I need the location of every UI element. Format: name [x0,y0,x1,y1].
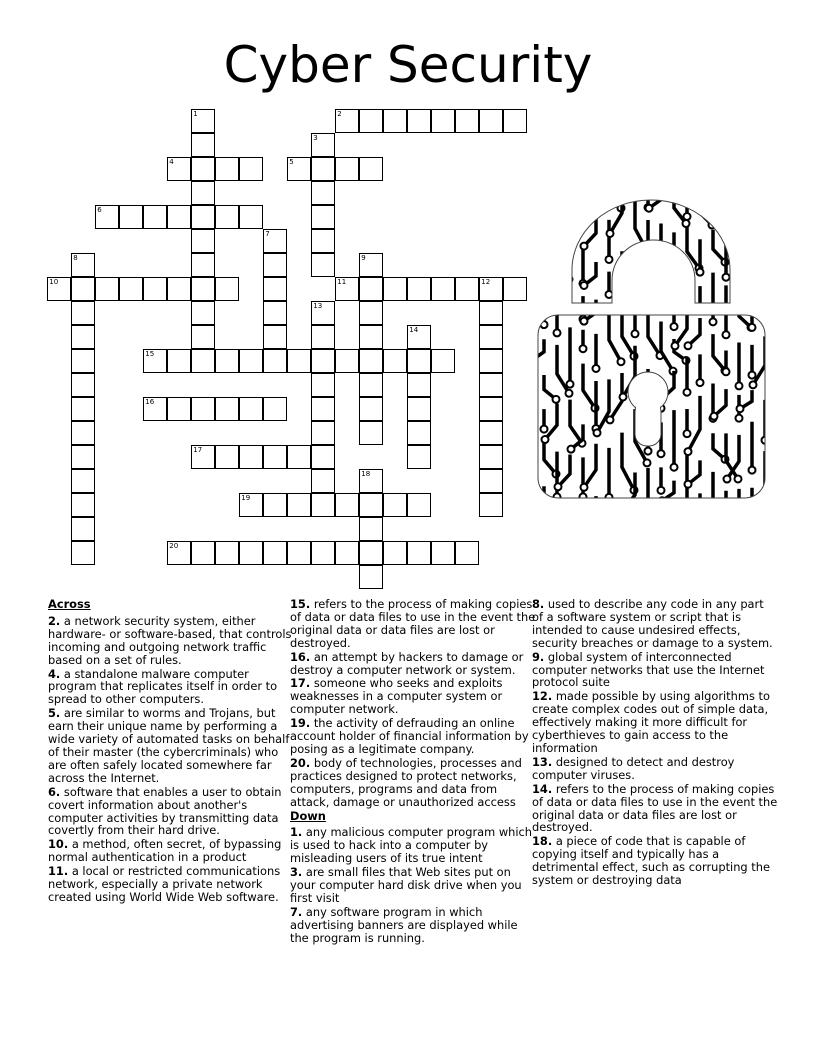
grid-cell[interactable] [71,445,95,469]
grid-cell[interactable] [215,157,239,181]
clue-number: 7 [265,230,270,239]
grid-cell[interactable] [167,397,191,421]
clue-num: 10. [48,837,69,852]
clue-text: any software program in which advertising banners are displayed while the program is running. [290,904,518,945]
grid-cell[interactable] [287,445,311,469]
padlock-circuit-icon [530,195,775,505]
grid-cell[interactable] [143,205,167,229]
clues-column-3 [532,598,778,888]
clue-item [290,598,536,650]
grid-cell[interactable] [479,445,503,469]
grid-cell[interactable] [407,445,431,469]
grid-cell[interactable] [311,301,335,325]
grid-cell[interactable] [479,397,503,421]
grid-cell[interactable] [311,181,335,205]
grid-cell[interactable] [455,541,479,565]
grid-cell[interactable] [311,349,335,373]
grid-cell[interactable] [263,397,287,421]
grid-cell[interactable] [263,493,287,517]
grid-cell[interactable] [215,205,239,229]
grid-cell[interactable] [311,397,335,421]
grid-cell[interactable] [479,277,503,301]
grid-cell[interactable] [359,469,383,493]
grid-cell[interactable] [95,277,119,301]
clue-num: 8. [532,597,545,611]
grid-cell[interactable] [311,493,335,517]
clue-item [290,866,536,905]
grid-cell[interactable] [263,301,287,325]
clue-number: 16 [145,398,155,407]
grid-cell[interactable] [191,445,215,469]
grid-cell[interactable] [239,157,263,181]
grid-cell[interactable] [191,277,215,301]
clue-number: 3 [313,134,318,143]
grid-cell[interactable] [431,541,455,565]
clue-text: made possible by using algorithms to create complex codes out of simple data, effectively making it more difficult for cyberthieves to gain access to the information [532,689,770,755]
across-heading: Across [48,597,91,611]
clue-text: a network security system, either hardware- or software-based, that controls incoming and outgoing network traffic based on a set of rules. [48,613,292,667]
grid-cell[interactable] [215,445,239,469]
grid-cell[interactable] [359,565,383,589]
grid-cell[interactable] [71,421,95,445]
clue-text: software that enables a user to obtain covert information about another's computer activities by transmitting data covertly from their hard drive. [48,784,282,838]
grid-cell[interactable] [431,349,455,373]
clue-text: any malicious computer program which is used to hack into a computer by misleading users of its true intent [290,825,533,866]
clue-number: 17 [193,446,203,455]
clue-text: a piece of code that is capable of copying itself and typically has a detrimental effect, such as corrupting the system or destroying data [532,834,770,888]
grid-cell[interactable] [455,109,479,133]
grid-cell[interactable] [383,493,407,517]
grid-cell[interactable] [479,493,503,517]
grid-cell[interactable] [263,229,287,253]
grid-cell[interactable] [359,541,383,565]
grid-cell[interactable] [71,325,95,349]
clue-item [48,838,294,864]
grid-cell[interactable] [503,277,527,301]
grid-cell[interactable] [407,349,431,373]
grid-cell[interactable] [335,349,359,373]
grid-cell[interactable] [287,349,311,373]
clue-num: 18. [532,834,553,849]
grid-cell[interactable] [167,277,191,301]
grid-cell[interactable] [455,277,479,301]
clue-text: an attempt by hackers to damage or destroy a computer network or system. [290,649,524,677]
grid-cell[interactable] [263,349,287,373]
clue-item [290,757,536,809]
clue-number: 12 [481,278,491,287]
grid-cell[interactable] [311,205,335,229]
grid-cell[interactable] [359,397,383,421]
grid-cell[interactable] [383,109,407,133]
clue-text: designed to detect and destroy computer viruses. [532,754,735,782]
clue-number: 19 [241,494,251,503]
grid-cell[interactable] [359,493,383,517]
grid-cell[interactable] [359,301,383,325]
clue-item [48,865,294,904]
grid-cell[interactable] [311,325,335,349]
grid-cell[interactable] [359,253,383,277]
grid-cell[interactable] [335,109,359,133]
clue-num: 6. [48,784,61,799]
grid-cell[interactable] [407,277,431,301]
grid-cell[interactable] [191,397,215,421]
grid-cell[interactable] [167,541,191,565]
grid-cell[interactable] [359,157,383,181]
clue-number: 14 [409,326,419,335]
grid-cell[interactable] [71,253,95,277]
grid-cell[interactable] [407,541,431,565]
clue-num: 11. [48,864,69,879]
clue-text: refers to the process of making copies of data or data files to use in the event the original data or data files are lost or destroyed. [532,781,778,835]
grid-cell[interactable] [287,541,311,565]
grid-cell[interactable] [479,373,503,397]
grid-cell[interactable] [287,493,311,517]
clues-column-1 [48,598,294,905]
grid-cell[interactable] [71,349,95,373]
grid-cell[interactable] [311,253,335,277]
clue-num: 20. [290,755,311,770]
grid-cell[interactable] [479,421,503,445]
crossword-grid [48,110,548,600]
grid-cell[interactable] [191,253,215,277]
grid-cell[interactable] [191,229,215,253]
grid-cell[interactable] [191,181,215,205]
clue-item [290,906,536,945]
grid-cell[interactable] [479,109,503,133]
clue-text: the activity of defrauding an online account holder of financial information by posing as a legitimate company. [290,716,529,756]
grid-cell[interactable] [359,517,383,541]
grid-cell[interactable] [239,493,263,517]
grid-cell[interactable] [383,541,407,565]
grid-cell[interactable] [359,349,383,373]
grid-cell[interactable] [335,493,359,517]
clue-num: 2. [48,613,61,628]
grid-cell[interactable] [191,301,215,325]
grid-cell[interactable] [167,349,191,373]
grid-cell[interactable] [71,397,95,421]
grid-cell[interactable] [239,541,263,565]
grid-cell[interactable] [479,349,503,373]
grid-cell[interactable] [191,541,215,565]
clue-item [532,651,778,690]
clue-num: 13. [532,754,553,769]
grid-cell[interactable] [383,277,407,301]
grid-cell[interactable] [407,109,431,133]
grid-cell[interactable] [359,373,383,397]
clue-text: used to describe any code in any part of a software system or script that is intended to cause undesired effects, security breaches or damage to a system. [532,597,773,650]
clue-text: a method, often secret, of bypassing normal authentication in a product [48,837,282,865]
grid-cell[interactable] [47,277,71,301]
grid-cell[interactable] [407,373,431,397]
grid-cell[interactable] [215,397,239,421]
clue-number: 9 [361,254,366,263]
grid-cell[interactable] [359,109,383,133]
grid-cell[interactable] [311,421,335,445]
grid-cell[interactable] [311,541,335,565]
clue-item [290,651,536,677]
grid-cell[interactable] [479,325,503,349]
grid-cell[interactable] [479,469,503,493]
clue-num: 19. [290,716,311,731]
clue-text: global system of interconnected computer networks that use the Internet protocol suite [532,649,765,690]
clue-item [290,717,536,756]
clue-item [532,756,778,782]
clue-item [532,783,778,835]
grid-cell[interactable] [143,349,167,373]
grid-cell[interactable] [191,157,215,181]
grid-cell[interactable] [335,277,359,301]
grid-cell[interactable] [191,205,215,229]
grid-cell[interactable] [119,205,143,229]
clue-number: 13 [313,302,323,311]
grid-cell[interactable] [335,157,359,181]
grid-cell[interactable] [167,157,191,181]
grid-cell[interactable] [431,277,455,301]
grid-cell[interactable] [95,205,119,229]
clue-text: are similar to worms and Trojans, but earn their unique name by performing a wide variety of automated tasks on behalf of their master (the cybercriminals) who are often safely located somewhere far across the Internet. [48,706,290,785]
grid-cell[interactable] [359,421,383,445]
clue-number: 5 [289,158,294,167]
clue-item [290,677,536,716]
grid-cell[interactable] [215,541,239,565]
grid-cell[interactable] [239,205,263,229]
clue-number: 2 [337,110,342,119]
grid-cell[interactable] [311,157,335,181]
clue-number: 20 [169,542,179,551]
clue-number: 4 [169,158,174,167]
grid-cell[interactable] [215,277,239,301]
clue-number: 8 [73,254,78,263]
grid-cell[interactable] [71,493,95,517]
clue-num: 7. [290,904,303,919]
clue-text: a local or restricted communications network, especially a private network created using World Wide Web software. [48,864,281,904]
clue-number: 15 [145,350,155,359]
grid-cell[interactable] [407,493,431,517]
grid-cell[interactable] [479,301,503,325]
grid-cell[interactable] [239,349,263,373]
grid-cell[interactable] [263,325,287,349]
grid-cell[interactable] [143,277,167,301]
clue-num: 9. [532,649,545,664]
clue-num: 16. [290,649,311,664]
grid-cell[interactable] [71,373,95,397]
grid-cell[interactable] [167,205,191,229]
clue-num: 3. [290,865,303,880]
clue-text: a standalone malware computer program that replicates itself in order to spread to other computers. [48,666,278,707]
grid-cell[interactable] [239,397,263,421]
grid-cell[interactable] [71,277,95,301]
grid-cell[interactable] [407,397,431,421]
grid-cell[interactable] [71,517,95,541]
clue-text: refers to the process of making copies of data or data files to use in the event the original data or data files are lost or destroyed. [290,597,536,650]
clue-num: 15. [290,597,311,611]
grid-cell[interactable] [191,109,215,133]
clue-item [532,690,778,755]
grid-cell[interactable] [407,325,431,349]
clue-text: body of technologies, processes and practices designed to protect networks, computers, programs and data from attack, damage or unauthorized access [290,755,522,809]
clue-item [48,668,294,707]
clue-item [48,707,294,784]
grid-cell[interactable] [311,229,335,253]
grid-cell[interactable] [335,541,359,565]
clue-item [48,615,294,667]
clue-number: 6 [97,206,102,215]
grid-cell[interactable] [143,397,167,421]
grid-cell[interactable] [383,349,407,373]
clue-item [48,786,294,838]
grid-cell[interactable] [503,109,527,133]
clues-column-2 [290,598,536,946]
grid-cell[interactable] [311,445,335,469]
grid-cell[interactable] [71,541,95,565]
clue-item [532,835,778,887]
grid-cell[interactable] [191,349,215,373]
clue-item [532,598,778,650]
clue-number: 18 [361,470,371,479]
clue-text: someone who seeks and exploits weaknesses in a computer system or computer network. [290,676,503,717]
grid-cell[interactable] [359,277,383,301]
down-heading: Down [290,808,326,823]
grid-cell[interactable] [215,349,239,373]
clue-num: 12. [532,689,553,704]
grid-cell[interactable] [191,325,215,349]
clue-text: are small files that Web sites put on your computer hard disk drive when you first visit [290,865,522,905]
clue-number: 1 [193,110,198,119]
grid-cell[interactable] [311,469,335,493]
clue-num: 4. [48,666,61,681]
grid-cell[interactable] [263,277,287,301]
grid-cell[interactable] [119,277,143,301]
grid-cell[interactable] [287,157,311,181]
grid-cell[interactable] [311,373,335,397]
clue-item [290,826,536,865]
clue-number: 10 [49,278,59,287]
grid-cell[interactable] [71,301,95,325]
grid-cell[interactable] [359,325,383,349]
clue-num: 14. [532,781,553,796]
grid-cell[interactable] [263,445,287,469]
grid-cell[interactable] [263,253,287,277]
grid-cell[interactable] [263,541,287,565]
grid-cell[interactable] [431,109,455,133]
grid-cell[interactable] [311,133,335,157]
grid-cell[interactable] [191,133,215,157]
clue-number: 11 [337,278,347,287]
clue-num: 1. [290,825,303,840]
clue-num: 5. [48,706,61,721]
grid-cell[interactable] [71,469,95,493]
page-title: Cyber Security [223,36,593,94]
clue-num: 17. [290,676,311,691]
grid-cell[interactable] [239,445,263,469]
grid-cell[interactable] [407,421,431,445]
